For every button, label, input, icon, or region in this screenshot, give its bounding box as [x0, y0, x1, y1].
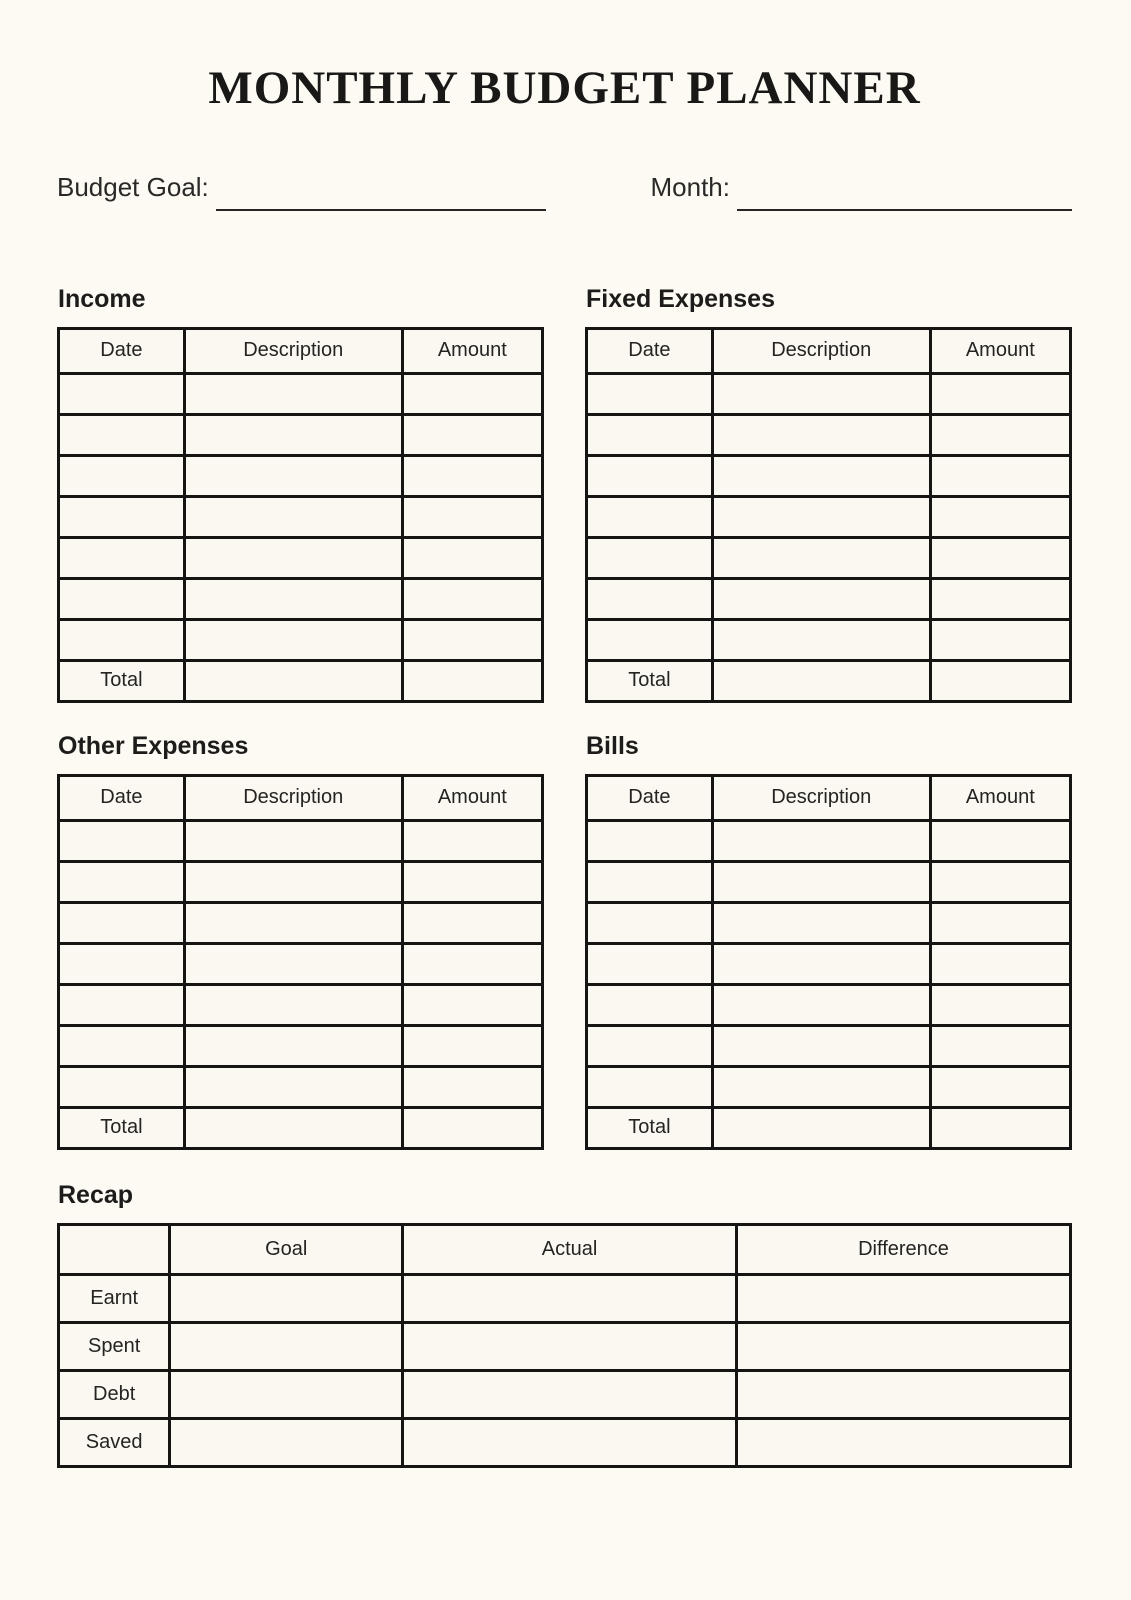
header-row: [587, 328, 1071, 373]
description-cell[interactable]: [712, 861, 930, 902]
header-row: [59, 775, 543, 820]
amount-cell[interactable]: [930, 943, 1070, 984]
date-cell[interactable]: [587, 1025, 713, 1066]
goal-cell[interactable]: [170, 1274, 403, 1322]
actual-cell[interactable]: [403, 1418, 737, 1466]
date-cell[interactable]: [587, 496, 713, 537]
amount-cell[interactable]: [402, 578, 542, 619]
date-cell[interactable]: [59, 496, 185, 537]
total-description-cell[interactable]: [712, 660, 930, 701]
goal-column-header: Goal: [170, 1224, 403, 1274]
table-row: [59, 861, 543, 902]
total-label: Total: [59, 1107, 185, 1148]
total-label: Total: [587, 660, 713, 701]
actual-cell[interactable]: [403, 1370, 737, 1418]
date-cell[interactable]: [587, 537, 713, 578]
actual-column-header: Actual: [403, 1224, 737, 1274]
description-cell[interactable]: [184, 984, 402, 1025]
amount-column-header: Amount: [930, 775, 1070, 820]
total-description-cell[interactable]: [184, 660, 402, 701]
total-amount-cell[interactable]: [930, 1107, 1070, 1148]
fixed-expenses-table: [585, 327, 1072, 703]
table-row: [59, 902, 543, 943]
recap-row-label: Saved: [59, 1418, 170, 1466]
recap-row-debt: [59, 1370, 1071, 1418]
amount-cell[interactable]: [402, 1025, 542, 1066]
recap-row-label: Debt: [59, 1370, 170, 1418]
table-row: [587, 619, 1071, 660]
description-cell[interactable]: [712, 820, 930, 861]
table-row: [59, 1066, 543, 1107]
description-cell[interactable]: [712, 537, 930, 578]
date-cell[interactable]: [59, 619, 185, 660]
description-column-header: Description: [712, 328, 930, 373]
table-row: [59, 373, 543, 414]
description-cell[interactable]: [184, 455, 402, 496]
header-row: [59, 1224, 1071, 1274]
description-cell[interactable]: [712, 943, 930, 984]
table-row: [59, 455, 543, 496]
month-write-line[interactable]: [737, 209, 1072, 211]
amount-cell[interactable]: [402, 414, 542, 455]
amount-cell[interactable]: [930, 578, 1070, 619]
total-amount-cell[interactable]: [930, 660, 1070, 701]
other-expenses-section: [57, 731, 544, 1150]
income-table: [57, 327, 544, 703]
goal-cell[interactable]: [170, 1322, 403, 1370]
amount-cell[interactable]: [930, 373, 1070, 414]
amount-cell[interactable]: [402, 537, 542, 578]
table-row: [587, 1066, 1071, 1107]
amount-column-header: Amount: [930, 328, 1070, 373]
amount-column-header: Amount: [402, 328, 542, 373]
amount-cell[interactable]: [402, 820, 542, 861]
date-cell[interactable]: [59, 820, 185, 861]
amount-cell[interactable]: [402, 373, 542, 414]
table-row: [587, 414, 1071, 455]
table-row: [59, 578, 543, 619]
table-row: [587, 1025, 1071, 1066]
table-row: [587, 861, 1071, 902]
amount-cell[interactable]: [930, 537, 1070, 578]
table-row: [59, 496, 543, 537]
recap-corner-cell: [59, 1224, 170, 1274]
total-description-cell[interactable]: [184, 1107, 402, 1148]
table-row: [587, 578, 1071, 619]
income-section: [57, 284, 544, 703]
actual-cell[interactable]: [403, 1322, 737, 1370]
recap-table: [57, 1223, 1072, 1468]
table-row: [587, 943, 1071, 984]
amount-cell[interactable]: [402, 1066, 542, 1107]
recap-heading: Recap: [58, 1180, 134, 1209]
header-row: [59, 328, 543, 373]
total-row: [587, 660, 1071, 701]
amount-cell[interactable]: [402, 619, 542, 660]
recap-row-label: Spent: [59, 1322, 170, 1370]
date-cell[interactable]: [59, 578, 185, 619]
description-cell[interactable]: [184, 902, 402, 943]
table-row: [587, 496, 1071, 537]
description-column-header: Description: [712, 775, 930, 820]
description-cell[interactable]: [712, 578, 930, 619]
amount-cell[interactable]: [930, 1066, 1070, 1107]
description-cell[interactable]: [184, 496, 402, 537]
date-cell[interactable]: [59, 1066, 185, 1107]
date-column-header: Date: [59, 775, 185, 820]
amount-cell[interactable]: [402, 984, 542, 1025]
bills-table: [585, 774, 1072, 1150]
fixed-expenses-heading: Fixed Expenses: [586, 284, 775, 313]
table-row: [587, 537, 1071, 578]
description-cell[interactable]: [184, 537, 402, 578]
total-description-cell[interactable]: [712, 1107, 930, 1148]
difference-cell[interactable]: [737, 1274, 1071, 1322]
description-cell[interactable]: [184, 373, 402, 414]
budget-goal-write-line[interactable]: [216, 209, 546, 211]
table-row: [59, 984, 543, 1025]
budget-goal-field: [57, 171, 546, 204]
amount-cell[interactable]: [930, 496, 1070, 537]
total-row: [59, 660, 543, 701]
budget-goal-label: Budget Goal:: [57, 172, 209, 203]
amount-cell[interactable]: [930, 984, 1070, 1025]
description-cell[interactable]: [184, 943, 402, 984]
table-row: [59, 943, 543, 984]
description-cell[interactable]: [184, 1025, 402, 1066]
actual-cell[interactable]: [403, 1274, 737, 1322]
difference-cell[interactable]: [737, 1418, 1071, 1466]
date-cell[interactable]: [59, 861, 185, 902]
date-cell[interactable]: [59, 455, 185, 496]
date-cell[interactable]: [59, 1025, 185, 1066]
header-fields-row: [57, 171, 1072, 204]
other-expenses-heading: Other Expenses: [58, 731, 249, 760]
description-cell[interactable]: [712, 1066, 930, 1107]
amount-cell[interactable]: [402, 496, 542, 537]
description-cell[interactable]: [712, 984, 930, 1025]
date-cell[interactable]: [587, 373, 713, 414]
date-cell[interactable]: [587, 820, 713, 861]
difference-column-header: Difference: [737, 1224, 1071, 1274]
date-cell[interactable]: [587, 902, 713, 943]
total-row: [587, 1107, 1071, 1148]
date-cell[interactable]: [587, 1066, 713, 1107]
description-column-header: Description: [184, 775, 402, 820]
difference-cell[interactable]: [737, 1370, 1071, 1418]
amount-cell[interactable]: [930, 1025, 1070, 1066]
table-row: [587, 820, 1071, 861]
date-cell[interactable]: [59, 414, 185, 455]
date-cell[interactable]: [587, 619, 713, 660]
amount-cell[interactable]: [930, 861, 1070, 902]
amount-column-header: Amount: [402, 775, 542, 820]
tables-grid: [57, 284, 1072, 1150]
amount-cell[interactable]: [930, 902, 1070, 943]
goal-cell[interactable]: [170, 1370, 403, 1418]
date-column-header: Date: [587, 328, 713, 373]
description-cell[interactable]: [184, 1066, 402, 1107]
date-column-header: Date: [59, 328, 185, 373]
header-row: [587, 775, 1071, 820]
date-cell[interactable]: [59, 373, 185, 414]
table-row: [59, 820, 543, 861]
description-cell[interactable]: [712, 455, 930, 496]
income-heading: Income: [58, 284, 146, 313]
table-row: [587, 373, 1071, 414]
date-cell[interactable]: [587, 414, 713, 455]
amount-cell[interactable]: [930, 820, 1070, 861]
amount-cell[interactable]: [402, 455, 542, 496]
other-expenses-table: [57, 774, 544, 1150]
page-title: MONTHLY BUDGET PLANNER: [208, 62, 921, 114]
description-cell[interactable]: [184, 861, 402, 902]
description-cell[interactable]: [712, 1025, 930, 1066]
fixed-expenses-section: [585, 284, 1072, 703]
recap-row-spent: [59, 1322, 1071, 1370]
goal-cell[interactable]: [170, 1418, 403, 1466]
description-cell[interactable]: [184, 820, 402, 861]
table-row: [59, 619, 543, 660]
amount-cell[interactable]: [930, 455, 1070, 496]
total-amount-cell[interactable]: [402, 660, 542, 701]
date-cell[interactable]: [59, 984, 185, 1025]
total-label: Total: [587, 1107, 713, 1148]
date-cell[interactable]: [59, 943, 185, 984]
total-row: [59, 1107, 543, 1148]
date-cell[interactable]: [59, 902, 185, 943]
recap-row-earnt: [59, 1274, 1071, 1322]
date-cell[interactable]: [587, 984, 713, 1025]
description-cell[interactable]: [184, 619, 402, 660]
amount-cell[interactable]: [930, 414, 1070, 455]
description-cell[interactable]: [712, 496, 930, 537]
month-label: Month:: [650, 172, 730, 203]
description-cell[interactable]: [184, 578, 402, 619]
table-row: [587, 455, 1071, 496]
recap-row-label: Earnt: [59, 1274, 170, 1322]
table-row: [587, 902, 1071, 943]
total-label: Total: [59, 660, 185, 701]
date-cell[interactable]: [59, 537, 185, 578]
amount-cell[interactable]: [402, 861, 542, 902]
date-cell[interactable]: [587, 455, 713, 496]
description-cell[interactable]: [712, 373, 930, 414]
date-column-header: Date: [587, 775, 713, 820]
description-cell[interactable]: [712, 902, 930, 943]
date-cell[interactable]: [587, 578, 713, 619]
amount-cell[interactable]: [402, 902, 542, 943]
table-row: [587, 984, 1071, 1025]
description-cell[interactable]: [184, 414, 402, 455]
bills-heading: Bills: [586, 731, 639, 760]
month-field: [651, 171, 1073, 204]
recap-row-saved: [59, 1418, 1071, 1466]
difference-cell[interactable]: [737, 1322, 1071, 1370]
table-row: [59, 537, 543, 578]
date-cell[interactable]: [587, 861, 713, 902]
description-column-header: Description: [184, 328, 402, 373]
description-cell[interactable]: [712, 619, 930, 660]
recap-section: [57, 1180, 1072, 1468]
table-row: [59, 414, 543, 455]
amount-cell[interactable]: [402, 943, 542, 984]
amount-cell[interactable]: [930, 619, 1070, 660]
bills-section: [585, 731, 1072, 1150]
date-cell[interactable]: [587, 943, 713, 984]
total-amount-cell[interactable]: [402, 1107, 542, 1148]
table-row: [59, 1025, 543, 1066]
description-cell[interactable]: [712, 414, 930, 455]
